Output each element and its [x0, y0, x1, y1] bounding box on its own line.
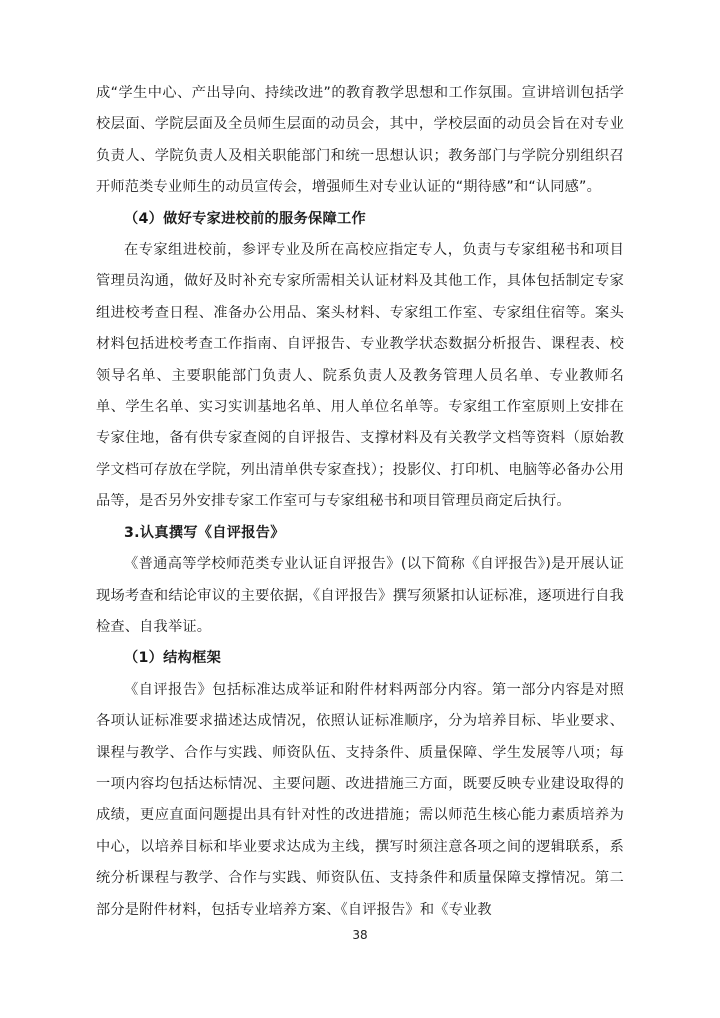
section-heading-self-evaluation-report: 3.认真撰写《自评报告》	[124, 524, 285, 541]
paragraph-self-evaluation-report: 《普通高等学校师范类专业认证自评报告》(以下简称《自评报告》)是开展认证现场考查和结论审议的主要依据，《自评报告》撰写须紧扣认证标准，逐项进行自我检查、自我举证。	[96, 556, 624, 635]
section-heading-structure-framework: （1）结构框架	[124, 650, 222, 667]
page-number: 38	[352, 928, 368, 942]
paragraph-continuation: 成“学生中心、产出导向、持续改进”的教育教学思想和工作氛围。宣讲培训包括学校层面、学院层面及全员师生层面的动员会，其中，学校层面的动员会旨在对专业负责人、学院负责人及相关职能部门和统一思想认识；教务部门与学院分别组织召开师范类专业师生的动员宣传会，增强师生对专业认证的“期待感”和“认同感”。	[96, 85, 624, 196]
paragraph-structure-framework: 《自评报告》包括标准达成举证和附件材料两部分内容。第一部分内容是对照各项认证标准要求描述达成情况，依照认证标准顺序，分为培养目标、毕业要求、课程与教学、合作与实践、师资队伍、支持条件、质量保障、学生发展等八项；每一项内容均包括达标情况、主要问题、改进措施三方面，既要反映专业建设取得的成绩，更应直面问题提出具有针对性的改进措施；需以师范生核心能力素质培养为中心，以培养目标和毕业要求达成为主线，撰写时须注意各项之间的逻辑联系，系统分析课程与教学、合作与实践、师资队伍、支持条件和质量保障支撑情况。第二部分是附件材料，包括专业培养方案、《自评报告》和《专业教	[96, 681, 624, 918]
page-content	[96, 78, 624, 926]
paragraph-service-support: 在专家组进校前，参评专业及所在高校应指定专人，负责与专家组秘书和项目管理员沟通，做好及时补充专家所需相关认证材料及其他工作，具体包括制定专家组进校考查日程、准备办公用品、案头材料、专家组工作室、专家组住宿等。案头材料包括进校考查工作指南、自评报告、专业教学状态数据分析报告、课程表、校领导名单、主要职能部门负责人、院系负责人及教务管理人员名单、专业教师名单、学生名单、实习实训基地名单、用人单位名单等。专家组工作室原则上安排在专家住地，备有供专家查阅的自评报告、支撑材料及有关教学文档等资料（原始教学文档可存放在学院，列出清单供专家查找）；投影仪、打印机、电脑等必备办公用品等，是否另外安排专家工作室可与专家组秘书和项目管理员商定后执行。	[96, 242, 624, 510]
section-heading-service-support: （4）做好专家进校前的服务保障工作	[124, 210, 366, 227]
